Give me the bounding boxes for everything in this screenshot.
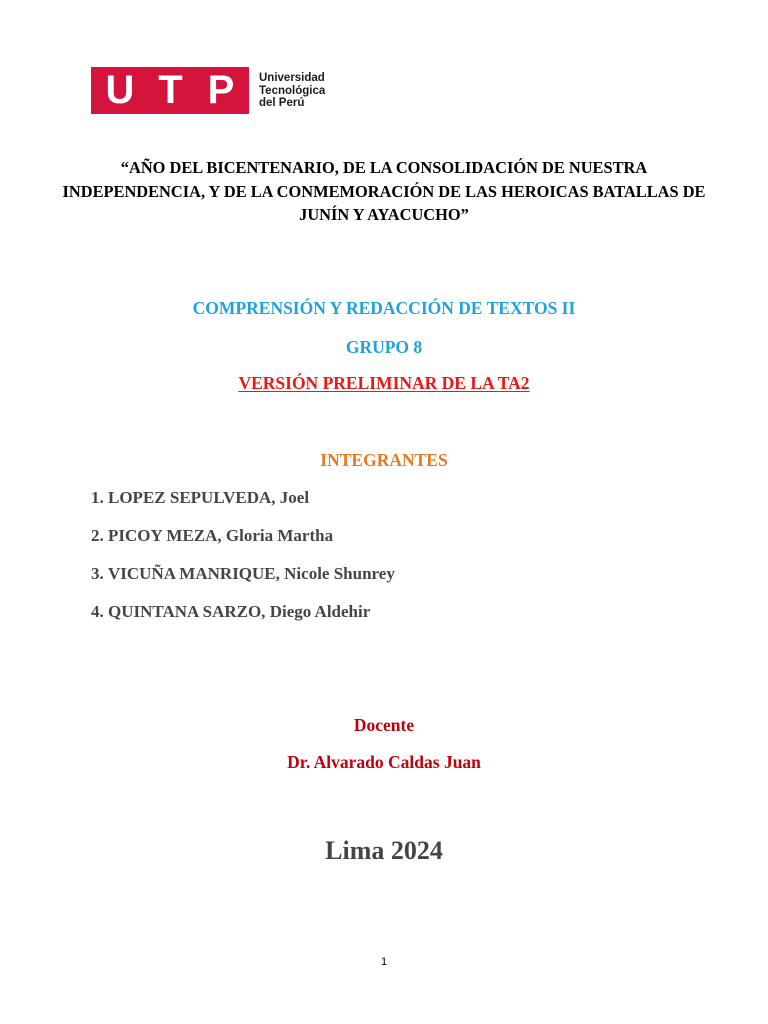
member-surname: QUINTANA SARZO, [108, 602, 266, 621]
group-label: GRUPO 8 [345, 337, 423, 357]
utp-logo [91, 67, 325, 114]
member-item [91, 600, 395, 638]
member-item [91, 486, 395, 524]
member-number: 2. [91, 526, 104, 545]
university-name [259, 72, 325, 110]
logo-letter-p: P [207, 68, 235, 112]
member-item [91, 562, 395, 600]
logo-letter-u: U [105, 68, 135, 112]
course-title: COMPRENSIÓN Y REDACCIÓN DE TEXTOS II [192, 298, 576, 318]
member-item [91, 524, 395, 562]
member-number: 4. [91, 602, 104, 621]
teacher-name: Dr. Alvarado Caldas Juan [287, 752, 481, 772]
document-version-text: VERSIÓN PRELIMINAR DE LA TA2 [238, 373, 530, 393]
member-surname: LOPEZ SEPULVEDA, [108, 488, 276, 507]
university-name-line-2: Tecnológica [259, 84, 326, 97]
member-surname: PICOY MEZA, [108, 526, 222, 545]
utp-logo-mark [91, 67, 249, 114]
university-name-line-3: del Perú [259, 97, 305, 110]
members-heading: INTEGRANTES [320, 450, 448, 470]
member-given-name: Joel [279, 488, 310, 507]
member-given-name: Gloria Martha [225, 526, 334, 545]
member-surname: VICUÑA MANRIQUE, [108, 564, 280, 583]
logo-letter-t: T [158, 68, 183, 112]
member-number: 3. [91, 564, 104, 583]
page-number: 1 [380, 956, 388, 968]
year-motto: “AÑO DEL BICENTENARIO, DE LA CONSOLIDACIÓN DE NUESTRA INDEPENDENCIA, Y DE LA CONMEMORACIÓN DE LAS HEROICAS BATALLAS DE JUNÍN Y AYACUCHO” [62, 158, 706, 224]
members-list [91, 486, 395, 638]
teacher-label: Docente [353, 715, 415, 735]
member-number: 1. [91, 488, 104, 507]
document-version [0, 373, 768, 394]
member-given-name: Diego Aldehir [269, 602, 371, 621]
place-and-year: Lima 2024 [325, 836, 443, 865]
member-given-name: Nicole Shunrey [284, 564, 395, 583]
university-name-line-1: Universidad [259, 72, 325, 85]
